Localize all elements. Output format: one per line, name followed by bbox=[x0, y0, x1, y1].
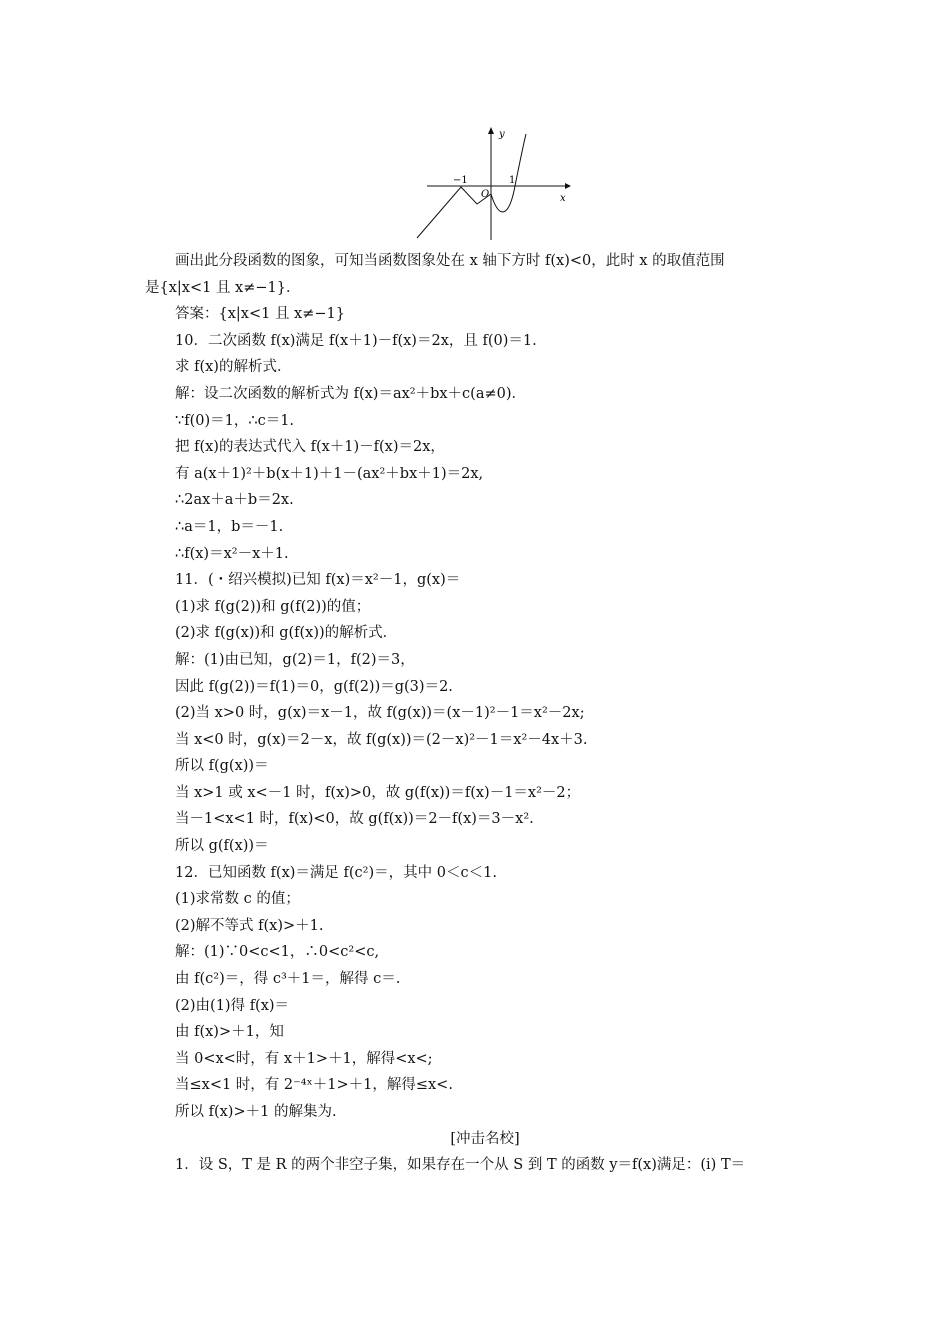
solution-line: 因此 f(g(2))＝f(1)＝0，g(f(2))＝g(3)＝2. bbox=[175, 678, 453, 695]
text-line: (1)求常数 c 的值； bbox=[175, 891, 300, 908]
problem-11-title: 11．(・绍兴模拟)已知 f(x)＝x²－1，g(x)＝ bbox=[175, 572, 461, 589]
solution-line: 当 x<0 时，g(x)＝2－x，故 f(g(x))＝(2－x)²－1＝x²－4x＋3. bbox=[175, 731, 588, 748]
solution-line: 当 0<x<时，有 x＋1>＋1，解得<x<; bbox=[175, 1050, 433, 1067]
right-piece-curve bbox=[491, 134, 526, 212]
left-piece-curve bbox=[417, 187, 491, 238]
solution-line: ∴a＝1，b＝－1. bbox=[175, 518, 284, 535]
piecewise-function-graph bbox=[415, 122, 575, 242]
document-body bbox=[145, 248, 825, 1179]
text-line: (2)解不等式 f(x)>＋1. bbox=[175, 917, 324, 934]
solution-line: (2)当 x>0 时，g(x)＝x－1，故 f(g(x))＝(x－1)²－1＝x²－2x; bbox=[175, 705, 585, 722]
solution-line: 所以 f(x)>＋1 的解集为. bbox=[175, 1104, 337, 1120]
tick-label-neg1: −1 bbox=[453, 175, 468, 186]
solution-line: 当≤x<1 时，有 2⁻⁴ˣ＋1>＋1，解得≤x<. bbox=[175, 1077, 453, 1094]
solution-line: 所以 g(f(x))＝ bbox=[175, 838, 269, 855]
text-line: 画出此分段函数的图象，可知当函数图象处在 x 轴下方时 f(x)<0，此时 x 的取值范围 bbox=[175, 253, 725, 269]
solution-line: ∵f(0)＝1，∴c＝1. bbox=[175, 412, 295, 429]
answer-line: 答案：{x|x<1 且 x≠−1} bbox=[175, 306, 345, 323]
y-axis-arrow bbox=[488, 127, 494, 134]
solution-line: 解：设二次函数的解析式为 f(x)＝ax²＋bx＋c(a≠0)． bbox=[175, 385, 527, 402]
y-axis-label: y bbox=[499, 129, 505, 140]
solution-line: ∴2ax＋a＋b＝2x. bbox=[175, 492, 294, 509]
graph-svg bbox=[415, 122, 575, 242]
text-line: 求 f(x)的解析式． bbox=[175, 359, 292, 376]
solution-line: 由 f(c²)＝，得 c³＋1＝，解得 c＝. bbox=[175, 971, 401, 988]
problem-12-title: 12．已知函数 f(x)＝满足 f(c²)＝，其中 0＜c＜1. bbox=[175, 864, 497, 881]
text-line: (1)求 f(g(2))和 g(f(2))的值； bbox=[175, 598, 371, 615]
tick-label-1: 1 bbox=[509, 175, 516, 186]
solution-line: 所以 f(g(x))＝ bbox=[175, 758, 269, 775]
solution-line: 解：(1)由已知，g(2)＝1，f(2)＝3， bbox=[175, 651, 415, 668]
solution-line: 有 a(x＋1)²＋b(x＋1)＋1－(ax²＋bx＋1)＝2x, bbox=[175, 465, 484, 482]
origin-label: O bbox=[481, 189, 490, 200]
solution-line: ∴f(x)＝x²－x＋1. bbox=[175, 545, 289, 562]
solution-line: 由 f(x)>＋1，知 bbox=[175, 1024, 284, 1041]
text-line: (2)求 f(g(x))和 g(f(x))的解析式． bbox=[175, 625, 398, 642]
section-heading: [冲击名校] bbox=[450, 1130, 520, 1147]
solution-line: 解：(1)∵0<c<1，∴0<c²<c, bbox=[175, 944, 380, 961]
problem-1-title: 1．设 S，T 是 R 的两个非空子集，如果存在一个从 S 到 T 的函数 y＝f(x)满足：(i) T＝ bbox=[175, 1157, 746, 1174]
text-line: 是{x|x<1 且 x≠−1}． bbox=[145, 279, 301, 296]
x-axis-arrow bbox=[565, 183, 571, 189]
problem-10-title: 10．二次函数 f(x)满足 f(x＋1)－f(x)＝2x，且 f(0)＝1. bbox=[175, 332, 537, 349]
solution-line: 当 x>1 或 x<－1 时，f(x)>0，故 g(f(x))＝f(x)－1＝x²－2； bbox=[175, 784, 581, 801]
solution-line: 当－1<x<1 时，f(x)<0，故 g(f(x))＝2－f(x)＝3－x². bbox=[175, 811, 534, 828]
solution-line: (2)由(1)得 f(x)＝ bbox=[175, 997, 290, 1014]
x-axis-label: x bbox=[560, 193, 566, 204]
solution-line: 把 f(x)的表达式代入 f(x＋1)－f(x)＝2x， bbox=[175, 439, 445, 456]
